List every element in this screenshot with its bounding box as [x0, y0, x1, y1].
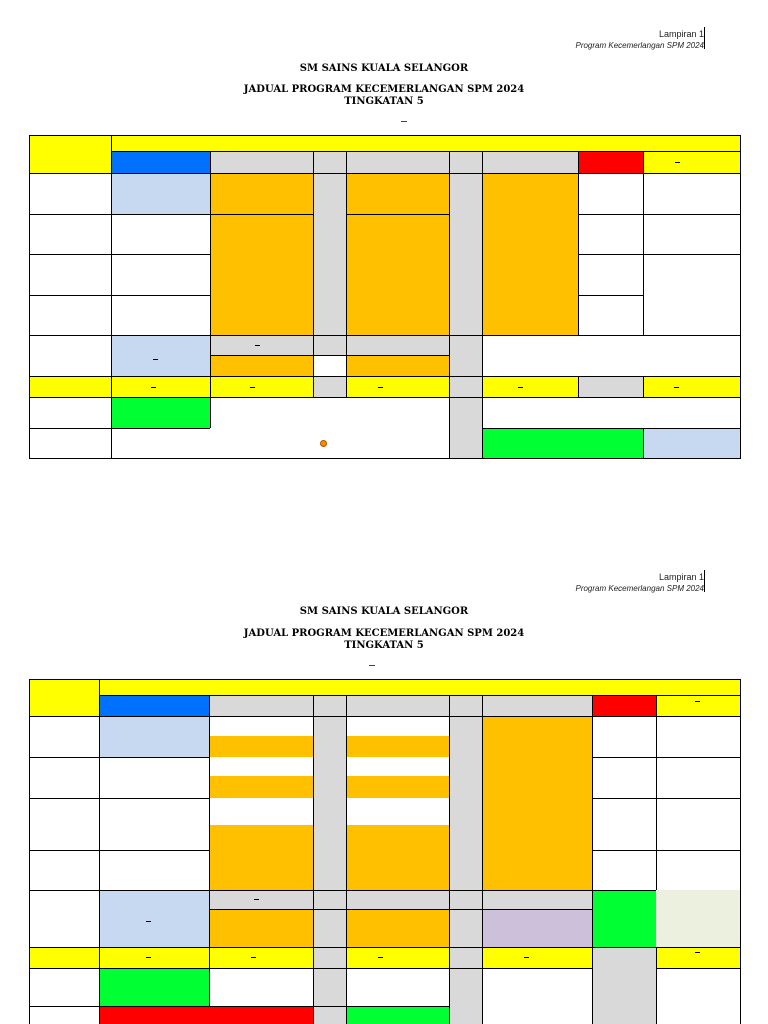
program-label: Program Kecemerlangan SPM 2024 [575, 584, 704, 593]
lampiran-label: Lampiran 1 [658, 572, 704, 582]
lampiran-label: Lampiran 1 [658, 29, 704, 39]
program-label: Program Kecemerlangan SPM 2024 [575, 41, 704, 50]
school-name: SM SAINS KUALA SELANGOR [299, 63, 469, 74]
schedule-heading: JADUAL PROGRAM KECEMERLANGAN SPM 2024 [243, 628, 525, 639]
school-name: SM SAINS KUALA SELANGOR [299, 606, 469, 617]
level-heading: TINGKATAN 5 [344, 96, 424, 107]
schedule-heading: JADUAL PROGRAM KECEMERLANGAN SPM 2024 [243, 84, 525, 95]
level-heading: TINGKATAN 5 [344, 640, 424, 651]
